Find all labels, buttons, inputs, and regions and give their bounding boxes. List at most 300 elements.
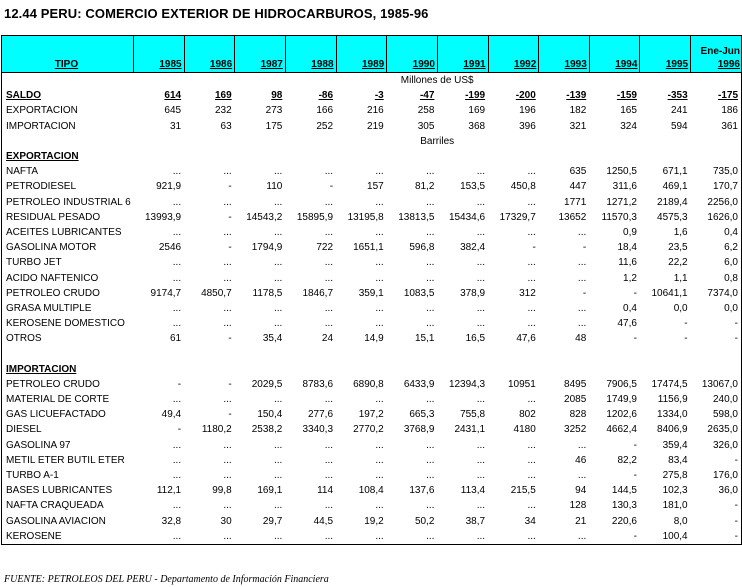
value-cell: 11570,3 xyxy=(601,211,637,223)
value-cell: 31 xyxy=(169,120,182,132)
value-cell: -47 xyxy=(419,90,435,102)
value-cell: 4662,4 xyxy=(606,424,637,436)
value-cell: ... xyxy=(539,529,589,545)
value-cell: 312 xyxy=(519,287,536,299)
value-cell: ... xyxy=(527,318,536,330)
value-cell: 305 xyxy=(417,120,435,132)
row-label: RESIDUAL PESADO xyxy=(2,210,134,225)
empty-cell xyxy=(133,346,741,361)
value-cell: ... xyxy=(527,439,536,451)
row-label: PETROLEO CRUDO xyxy=(2,286,134,301)
value-cell: - xyxy=(691,529,742,545)
value-cell: ... xyxy=(336,529,387,545)
section-label: IMPORTACION xyxy=(2,362,134,377)
value-cell: ... xyxy=(476,394,486,406)
value-cell: 802 xyxy=(519,409,536,421)
value-cell: 81,2 xyxy=(414,181,435,193)
value-cell: 378,9 xyxy=(460,287,486,299)
value-cell: 219 xyxy=(367,120,384,132)
row-label: GAS LICUEFACTADO xyxy=(2,407,134,422)
value-cell: 108,4 xyxy=(358,485,384,497)
value-cell: - xyxy=(228,211,232,223)
value-cell: -86 xyxy=(318,90,334,102)
value-cell: 35,4 xyxy=(262,333,283,345)
table-row xyxy=(2,179,742,194)
value-cell: 50,2 xyxy=(414,515,435,527)
value-cell: ... xyxy=(223,166,232,178)
row-label: KEROSENE DOMESTICO xyxy=(2,316,134,331)
value-cell: 83,4 xyxy=(668,454,688,466)
spacer-row xyxy=(2,346,742,361)
units-row-volume xyxy=(2,134,742,149)
value-cell: ... xyxy=(324,454,334,466)
value-cell: 150,4 xyxy=(257,409,283,421)
table-row xyxy=(2,377,742,392)
section-header-row xyxy=(2,362,742,377)
value-cell: 23,5 xyxy=(668,242,688,254)
value-cell: 3768,9 xyxy=(403,424,435,436)
row-label: IMPORTACION xyxy=(2,119,134,134)
value-cell: ... xyxy=(426,318,435,330)
row-label: PETROLEO CRUDO xyxy=(2,377,134,392)
value-cell: - xyxy=(691,498,742,513)
value-cell: 19,2 xyxy=(364,515,384,527)
value-cell: 0,4 xyxy=(691,225,742,240)
value-cell: 17329,7 xyxy=(499,211,536,223)
value-cell: 671,1 xyxy=(662,166,688,178)
value-cell: - xyxy=(684,333,688,345)
value-cell: 29,7 xyxy=(262,515,283,527)
value-cell: ... xyxy=(375,272,384,284)
value-cell: ... xyxy=(223,394,232,406)
value-cell: 47,6 xyxy=(516,333,536,345)
value-cell: - xyxy=(228,181,232,193)
row-label: GASOLINA AVIACION xyxy=(2,513,134,528)
value-cell: ... xyxy=(274,454,283,466)
value-cell: 36,0 xyxy=(691,483,742,498)
value-cell: ... xyxy=(426,439,435,451)
value-cell: 4180 xyxy=(513,424,536,436)
value-cell: ... xyxy=(324,394,334,406)
value-cell: ... xyxy=(133,529,184,545)
value-cell: ... xyxy=(324,302,334,314)
value-cell: 240,0 xyxy=(691,392,742,407)
value-cell: ... xyxy=(426,166,435,178)
value-cell: 169 xyxy=(468,105,486,117)
value-cell: 153,5 xyxy=(460,181,486,193)
table-row xyxy=(2,392,742,407)
value-cell: 277,6 xyxy=(308,409,334,421)
value-cell: 44,5 xyxy=(313,515,334,527)
value-cell: 1846,7 xyxy=(302,287,334,299)
value-cell: ... xyxy=(476,318,486,330)
value-cell: 112,1 xyxy=(156,485,182,497)
value-cell: 722 xyxy=(316,242,334,254)
value-cell: 9174,7 xyxy=(150,287,182,299)
column-header-year: 1995 xyxy=(640,36,691,73)
value-cell: - xyxy=(177,378,182,390)
value-cell: ... xyxy=(172,318,182,330)
value-cell: 2635,0 xyxy=(691,422,742,437)
value-cell: ... xyxy=(527,469,536,481)
value-cell: 11,6 xyxy=(618,257,637,269)
value-cell: - xyxy=(684,318,688,330)
value-cell: ... xyxy=(274,439,283,451)
page-title: 12.44 PERU: COMERCIO EXTERIOR DE HIDROCARBUROS, 1985-96 xyxy=(4,6,429,21)
value-cell: ... xyxy=(223,272,232,284)
value-cell: ... xyxy=(274,302,283,314)
value-cell: 10951 xyxy=(507,378,536,390)
value-cell: 61 xyxy=(169,333,182,345)
value-cell: 2546 xyxy=(158,242,182,254)
value-cell: 1156,9 xyxy=(657,394,688,406)
value-cell: 114 xyxy=(317,485,334,497)
value-cell: ... xyxy=(324,257,334,269)
value-cell: 665,3 xyxy=(409,409,435,421)
value-cell: 38,7 xyxy=(465,515,486,527)
value-cell: ... xyxy=(172,454,182,466)
value-cell: 181,0 xyxy=(662,500,688,512)
value-cell: - xyxy=(633,469,637,481)
value-cell: ... xyxy=(172,500,182,512)
value-cell: 1202,6 xyxy=(606,409,637,421)
value-cell: 197,2 xyxy=(358,409,384,421)
value-cell: ... xyxy=(274,500,283,512)
value-cell: ... xyxy=(577,257,587,269)
value-cell: 30 xyxy=(220,515,232,527)
value-cell: 368 xyxy=(468,120,486,132)
value-cell: ... xyxy=(476,302,486,314)
empty-cell xyxy=(133,362,741,377)
value-cell: ... xyxy=(172,272,182,284)
value-cell: 165 xyxy=(620,105,637,117)
value-cell: ... xyxy=(577,318,587,330)
table-row xyxy=(2,316,742,331)
value-cell: 32,8 xyxy=(161,515,182,527)
value-cell: 1,1 xyxy=(673,272,688,284)
value-cell: 4575,3 xyxy=(657,211,688,223)
value-cell: ... xyxy=(223,318,232,330)
value-cell: -159 xyxy=(616,90,637,102)
value-cell: 7906,5 xyxy=(606,378,637,390)
table-row xyxy=(2,164,742,179)
value-cell: ... xyxy=(274,318,283,330)
table-row xyxy=(2,453,742,468)
value-cell: ... xyxy=(223,500,232,512)
value-cell: 1271,2 xyxy=(606,196,637,208)
value-cell: 0,9 xyxy=(623,226,637,238)
value-cell: 1334,0 xyxy=(657,409,688,421)
value-cell: 166 xyxy=(316,105,334,117)
hydrocarbon-trade-table xyxy=(1,35,742,545)
value-cell: 359,4 xyxy=(662,439,688,451)
value-cell: 2770,2 xyxy=(353,424,384,436)
value-cell: 110 xyxy=(266,181,283,193)
column-header-year: 1987 xyxy=(235,36,286,73)
value-cell: 220,6 xyxy=(611,515,637,527)
units-label: Millones de US$ xyxy=(133,73,741,89)
value-cell: 3252 xyxy=(564,424,587,436)
value-cell: ... xyxy=(375,394,384,406)
value-cell: 1178,5 xyxy=(252,287,283,299)
value-cell: 614 xyxy=(164,90,182,102)
table-row xyxy=(2,468,742,483)
table-row xyxy=(2,119,742,134)
table-row xyxy=(2,286,742,301)
value-cell: - xyxy=(691,453,742,468)
value-cell: ... xyxy=(527,500,536,512)
row-label: NAFTA CRAQUEADA xyxy=(2,498,134,513)
value-cell: ... xyxy=(324,439,334,451)
value-cell: 186 xyxy=(691,103,742,118)
value-cell: ... xyxy=(426,226,435,238)
value-cell: 196 xyxy=(519,105,536,117)
value-cell: ... xyxy=(223,257,232,269)
value-cell: - xyxy=(691,316,742,331)
column-header-year: 1994 xyxy=(589,36,640,73)
value-cell: ... xyxy=(476,166,486,178)
column-header-year: 1992 xyxy=(488,36,539,73)
row-label: KEROSENE xyxy=(2,529,134,545)
value-cell: ... xyxy=(172,439,182,451)
value-cell: 14543,2 xyxy=(246,211,283,223)
value-cell: 2538,2 xyxy=(251,424,283,436)
value-cell: ... xyxy=(274,469,283,481)
value-cell: 382,4 xyxy=(460,242,486,254)
value-cell: ... xyxy=(274,257,283,269)
value-cell: 176,0 xyxy=(691,468,742,483)
value-cell: 7374,0 xyxy=(691,286,742,301)
value-cell: ... xyxy=(223,439,232,451)
value-cell: - xyxy=(633,439,637,451)
value-cell: - xyxy=(582,287,587,299)
value-cell: 273 xyxy=(265,105,283,117)
value-cell: ... xyxy=(274,272,283,284)
value-cell: 8783,6 xyxy=(302,378,334,390)
value-cell: 2256,0 xyxy=(691,195,742,210)
row-label: GRASA MULTIPLE xyxy=(2,301,134,316)
value-cell: 241 xyxy=(670,105,688,117)
value-cell: ... xyxy=(426,469,435,481)
column-header-year: 1990 xyxy=(387,36,438,73)
value-cell: ... xyxy=(577,469,587,481)
value-cell: 311,6 xyxy=(612,181,637,193)
value-cell: ... xyxy=(172,394,182,406)
value-cell: 98 xyxy=(271,90,283,102)
units-row-value xyxy=(2,73,742,89)
value-cell: 450,8 xyxy=(510,181,536,193)
value-cell: 258 xyxy=(417,105,435,117)
value-cell: ... xyxy=(476,226,486,238)
section-header-row xyxy=(2,149,742,164)
value-cell: - xyxy=(228,378,232,390)
row-label: PETRODIESEL xyxy=(2,179,134,194)
value-cell: ... xyxy=(476,439,486,451)
value-cell: 175 xyxy=(265,120,283,132)
value-cell: ... xyxy=(375,439,384,451)
value-cell: ... xyxy=(172,226,182,238)
value-cell: 182 xyxy=(569,105,587,117)
value-cell: ... xyxy=(488,529,539,545)
value-cell: ... xyxy=(223,469,232,481)
column-header-last-period: Ene-Jun 1996 xyxy=(691,36,742,73)
value-cell: 596,8 xyxy=(409,242,435,254)
value-cell: ... xyxy=(426,394,435,406)
value-cell: 216 xyxy=(367,105,384,117)
value-cell: - xyxy=(633,333,637,345)
value-cell: 99,8 xyxy=(212,485,232,497)
value-cell: ... xyxy=(375,196,384,208)
value-cell: 598,0 xyxy=(691,407,742,422)
value-cell: -200 xyxy=(515,90,536,102)
value-cell: 14,9 xyxy=(364,333,384,345)
row-label: OTROS xyxy=(2,331,134,346)
value-cell: 594 xyxy=(670,120,688,132)
value-cell: 1250,5 xyxy=(606,166,637,178)
value-cell: - xyxy=(633,287,637,299)
value-cell: 0,8 xyxy=(691,270,742,285)
value-cell: 645 xyxy=(164,105,182,117)
value-cell: - xyxy=(691,513,742,528)
column-header-year: 1986 xyxy=(184,36,235,73)
value-cell: 46 xyxy=(575,454,587,466)
value-cell: 2431,1 xyxy=(454,424,486,436)
value-cell: ... xyxy=(223,226,232,238)
value-cell: - xyxy=(532,242,536,254)
value-cell: ... xyxy=(375,469,384,481)
row-label: SALDO xyxy=(2,88,134,103)
value-cell: ... xyxy=(274,394,283,406)
column-header-year: 1988 xyxy=(285,36,336,73)
value-cell: 326,0 xyxy=(691,438,742,453)
row-label: GASOLINA 97 xyxy=(2,438,134,453)
value-cell: 15895,9 xyxy=(296,211,334,223)
value-cell: ... xyxy=(577,302,587,314)
value-cell: ... xyxy=(172,257,182,269)
source-note: FUENTE: PETROLEOS DEL PERU - Departamento de Información Financiera xyxy=(4,574,329,585)
value-cell: ... xyxy=(426,454,435,466)
value-cell: 48 xyxy=(575,333,587,345)
value-cell: 1749,9 xyxy=(606,394,637,406)
value-cell: - xyxy=(228,333,232,345)
value-cell: 1180,2 xyxy=(201,424,232,436)
value-cell: 137,6 xyxy=(409,485,435,497)
value-cell: 321 xyxy=(569,120,587,132)
value-cell: 1771 xyxy=(564,196,587,208)
value-cell: ... xyxy=(223,454,232,466)
value-cell: ... xyxy=(527,302,536,314)
value-cell: - xyxy=(691,331,742,346)
value-cell: - xyxy=(177,424,182,436)
value-cell: ... xyxy=(172,166,182,178)
empty-cell xyxy=(2,134,134,149)
value-cell: ... xyxy=(426,272,435,284)
row-label: TURBO A-1 xyxy=(2,468,134,483)
value-cell: ... xyxy=(324,500,334,512)
value-cell: 169,1 xyxy=(257,485,283,497)
value-cell: 215,5 xyxy=(510,485,536,497)
value-cell: 1,6 xyxy=(673,226,688,238)
value-cell: 128 xyxy=(569,500,587,512)
table-row xyxy=(2,255,742,270)
value-cell: 1651,1 xyxy=(353,242,384,254)
value-cell: 1,2 xyxy=(623,272,637,284)
value-cell: ... xyxy=(172,196,182,208)
value-cell: 13813,5 xyxy=(398,211,435,223)
empty-cell xyxy=(133,149,741,164)
column-header-year: 1993 xyxy=(539,36,589,73)
value-cell: 635 xyxy=(569,166,587,178)
value-cell: 157 xyxy=(367,181,384,193)
value-cell: ... xyxy=(375,454,384,466)
value-cell: ... xyxy=(172,302,182,314)
row-label: NAFTA xyxy=(2,164,134,179)
table-row xyxy=(2,331,742,346)
value-cell: ... xyxy=(577,439,587,451)
value-cell: ... xyxy=(527,226,536,238)
table-row xyxy=(2,225,742,240)
table-row xyxy=(2,483,742,498)
value-cell: 1626,0 xyxy=(691,210,742,225)
value-cell: ... xyxy=(527,196,536,208)
value-cell: 361 xyxy=(691,119,742,134)
row-label: MATERIAL DE CORTE xyxy=(2,392,134,407)
value-cell: 755,8 xyxy=(460,409,486,421)
value-cell: ... xyxy=(172,469,182,481)
value-cell: 94 xyxy=(575,485,587,497)
value-cell: 921,9 xyxy=(156,181,182,193)
value-cell: 130,3 xyxy=(611,500,637,512)
value-cell: ... xyxy=(527,272,536,284)
value-cell: 113,4 xyxy=(460,485,486,497)
value-cell: 232 xyxy=(214,105,232,117)
table-row xyxy=(2,270,742,285)
value-cell: 2189,4 xyxy=(657,196,688,208)
value-cell: 34 xyxy=(524,515,536,527)
value-cell: 15,1 xyxy=(414,333,435,345)
value-cell: ... xyxy=(426,302,435,314)
table-row xyxy=(2,195,742,210)
value-cell: ... xyxy=(274,166,283,178)
value-cell: ... xyxy=(577,272,587,284)
value-cell: 21 xyxy=(575,515,587,527)
value-cell: 13652 xyxy=(558,211,587,223)
value-cell: 2029,5 xyxy=(251,378,283,390)
value-cell: ... xyxy=(223,302,232,314)
column-header-tipo: TIPO xyxy=(2,36,134,73)
value-cell: 170,7 xyxy=(691,179,742,194)
column-header-year: 1991 xyxy=(437,36,488,73)
row-label: BASES LUBRICANTES xyxy=(2,483,134,498)
value-cell: -139 xyxy=(566,90,587,102)
row-label: METIL ETER BUTIL ETER xyxy=(2,453,134,468)
value-cell: 22,2 xyxy=(668,257,688,269)
value-cell: 396 xyxy=(519,120,536,132)
value-cell: 169 xyxy=(214,90,232,102)
value-cell: 100,4 xyxy=(640,529,691,545)
value-cell: ... xyxy=(285,529,336,545)
value-cell: ... xyxy=(476,454,486,466)
value-cell: 0,0 xyxy=(691,301,742,316)
value-cell: ... xyxy=(274,226,283,238)
row-label: DIESEL xyxy=(2,422,134,437)
value-cell: ... xyxy=(476,500,486,512)
value-cell: 735,0 xyxy=(691,164,742,179)
value-cell: 47,6 xyxy=(617,318,637,330)
value-cell: ... xyxy=(375,302,384,314)
section-label: EXPORTACION xyxy=(2,149,134,164)
value-cell: ... xyxy=(235,529,286,545)
